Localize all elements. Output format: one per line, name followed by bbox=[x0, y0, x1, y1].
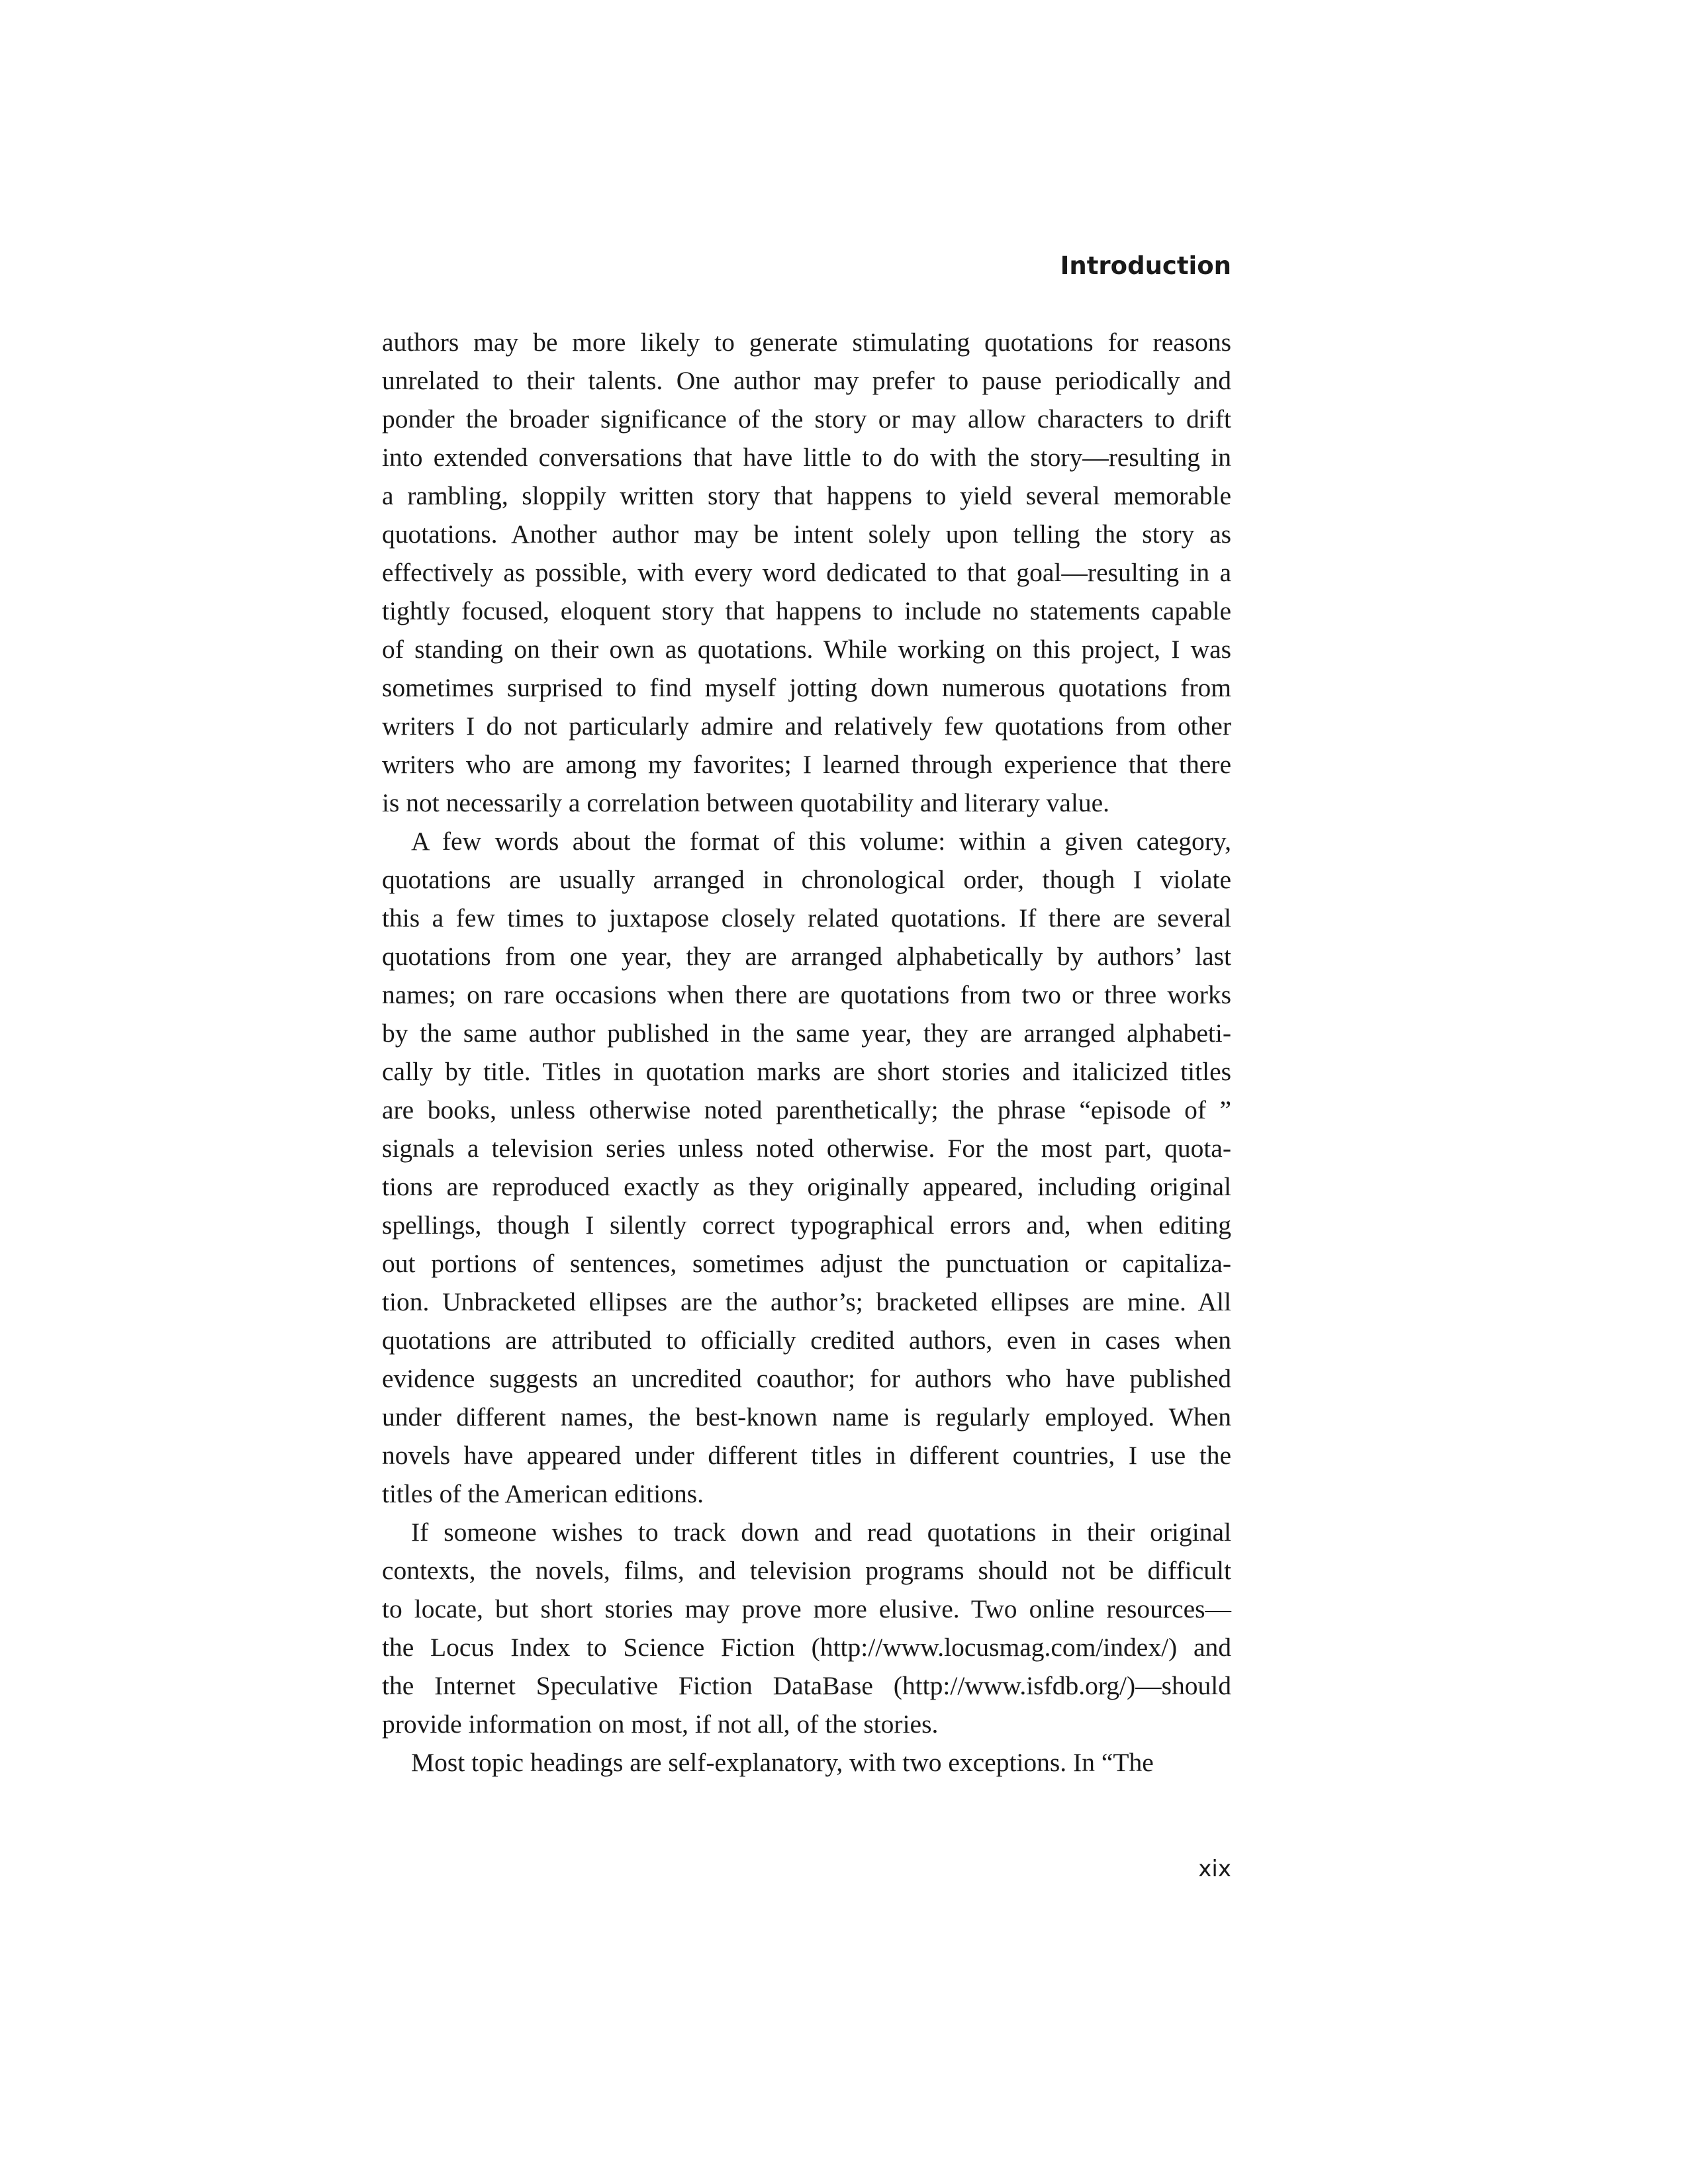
text-line: authors may be more likely to generate stimulating quotations for reasons bbox=[382, 328, 1231, 357]
text-line: Most topic headings are self-explanatory, with two exceptions. In “The bbox=[411, 1748, 1154, 1777]
text-line: are books, unless otherwise noted parenthetically; the phrase “episode of ” bbox=[382, 1095, 1231, 1124]
text-line: a rambling, sloppily written story that happens to yield several memorable bbox=[382, 481, 1231, 510]
text-line: contexts, the novels, films, and television programs should not be difficult bbox=[382, 1556, 1231, 1585]
text-line: tightly focused, eloquent story that happens to include no statements capable bbox=[382, 596, 1231, 625]
text-line: tions are reproduced exactly as they originally appeared, including original bbox=[382, 1172, 1231, 1201]
text-line: spellings, though I silently correct typographical errors and, when editing bbox=[382, 1210, 1231, 1240]
text-line: under different names, the best-known name is regularly employed. When bbox=[382, 1402, 1231, 1432]
text-line: tion. Unbracketed ellipses are the author’s; bracketed ellipses are mine. All bbox=[382, 1287, 1231, 1316]
text-line: sometimes surprised to find myself jotting down numerous quotations from bbox=[382, 673, 1231, 702]
text-line: names; on rare occasions when there are quotations from two or three works bbox=[382, 980, 1231, 1009]
text-line: into extended conversations that have little to do with the story—resulting in bbox=[382, 443, 1231, 472]
text-line: of standing on their own as quotations. While working on this project, I was bbox=[382, 635, 1231, 664]
text-line: titles of the American editions. bbox=[382, 1479, 704, 1508]
text-line: signals a television series unless noted otherwise. For the most part, quota- bbox=[382, 1134, 1231, 1163]
text-line: quotations are attributed to officially credited authors, even in cases when bbox=[382, 1326, 1231, 1355]
text-line: quotations. Another author may be intent solely upon telling the story as bbox=[382, 520, 1231, 549]
text-line: ponder the broader significance of the story or may allow characters to drift bbox=[382, 404, 1231, 433]
text-line: A few words about the format of this volume: within a given category, bbox=[411, 827, 1231, 856]
text-line: If someone wishes to track down and read quotations in their original bbox=[411, 1518, 1231, 1547]
page-number: xix bbox=[1198, 1856, 1231, 1882]
text-line: is not necessarily a correlation between quotability and literary value. bbox=[382, 788, 1110, 817]
text-line: quotations are usually arranged in chronological order, though I violate bbox=[382, 865, 1231, 894]
text-line: by the same author published in the same year, they are arranged alphabeti- bbox=[382, 1019, 1231, 1048]
text-line: quotations from one year, they are arranged alphabetically by authors’ last bbox=[382, 942, 1231, 971]
text-line: novels have appeared under different titles in different countries, I use the bbox=[382, 1441, 1231, 1470]
text-line: cally by title. Titles in quotation marks are short stories and italicized titles bbox=[382, 1057, 1231, 1086]
text-line: out portions of sentences, sometimes adjust the punctuation or capitaliza- bbox=[382, 1249, 1231, 1278]
text-line: this a few times to juxtapose closely related quotations. If there are several bbox=[382, 903, 1231, 933]
body-text bbox=[382, 323, 1231, 1782]
text-line: evidence suggests an uncredited coauthor; for authors who have published bbox=[382, 1364, 1231, 1393]
text-line: to locate, but short stories may prove more elusive. Two online resources— bbox=[382, 1594, 1231, 1623]
text-line: writers who are among my favorites; I learned through experience that there bbox=[382, 750, 1231, 779]
text-line: the Internet Speculative Fiction DataBase (http://www.isfdb.org/)—should bbox=[382, 1671, 1231, 1700]
running-head: Introduction bbox=[1060, 251, 1231, 280]
text-line: provide information on most, if not all, of the stories. bbox=[382, 1709, 939, 1739]
text-line: effectively as possible, with every word dedicated to that goal—resulting in a bbox=[382, 558, 1231, 587]
text-line: the Locus Index to Science Fiction (http://www.locusmag.com/index/) and bbox=[382, 1633, 1231, 1662]
text-line: writers I do not particularly admire and relatively few quotations from other bbox=[382, 711, 1231, 741]
text-line: unrelated to their talents. One author may prefer to pause periodically and bbox=[382, 366, 1231, 395]
